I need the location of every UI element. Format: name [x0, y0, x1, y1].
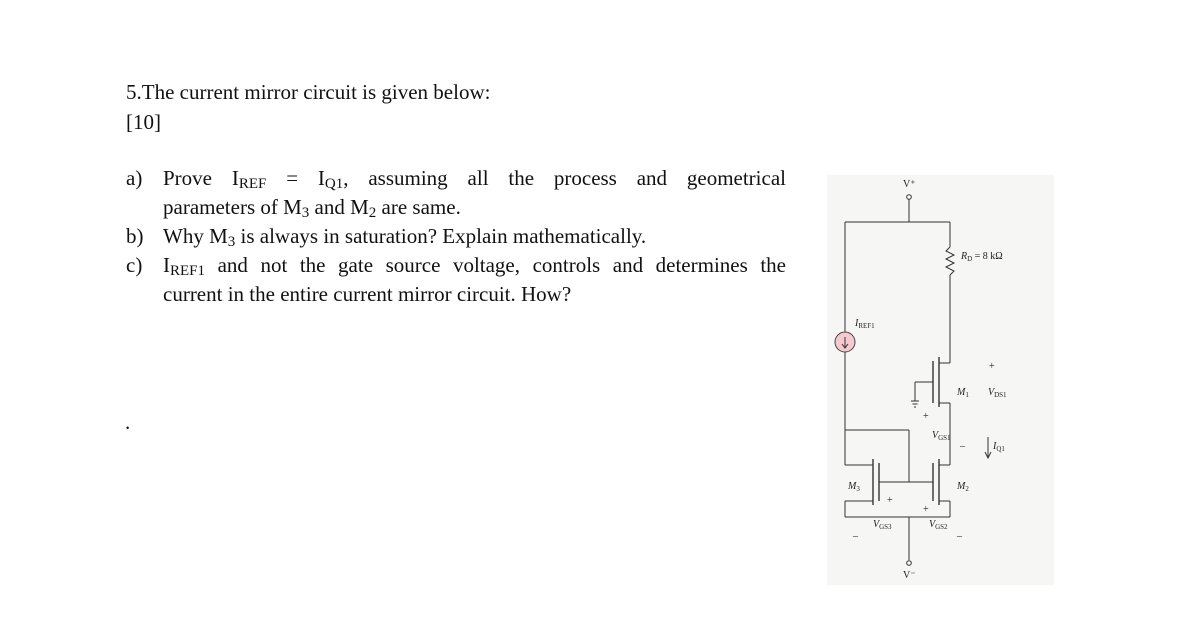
part-a-iq1-sub: Q1: [324, 176, 344, 192]
vgs3-label: $V_{GS3}$: [873, 519, 892, 531]
part-b: [126, 222, 786, 251]
vgs3-minus: _: [853, 527, 858, 538]
part-c-label: c): [126, 253, 143, 277]
part-a-line2: parameters of $M_3$ and $M_2$ are same.: [163, 195, 461, 221]
part-a-line1: [163, 164, 786, 193]
vds1-plus: +: [989, 361, 995, 372]
rd-resistor: [946, 247, 954, 275]
vgs2-plus: +: [923, 504, 929, 515]
vgs3-plus: +: [887, 495, 893, 506]
part-a-equals: = I: [266, 166, 325, 190]
m1-label: $M_1$: [957, 387, 969, 399]
question-title: 5.The current mirror circuit is given below:: [126, 80, 491, 104]
vplus-terminal: [907, 195, 912, 200]
part-a-iref-sub: REF: [238, 176, 267, 192]
vgs1-label: $V_{GS1}$: [932, 430, 951, 442]
part-a-prove: Prove I: [163, 166, 239, 190]
vgs2-minus: _: [957, 527, 962, 538]
m3-label: $M_3$: [848, 481, 860, 493]
part-c: [126, 251, 786, 309]
vplus-label: V⁺: [903, 179, 916, 190]
current-mirror-circuit: [827, 175, 1054, 585]
vgs2-label: $V_{GS2}$: [929, 519, 948, 531]
part-b-label: b): [126, 224, 144, 248]
vgs1-minus: _: [960, 437, 965, 448]
stray-dot: .: [125, 410, 131, 434]
part-a-rest: , assuming all the process and geometrical: [343, 166, 786, 190]
part-c-line1: $I_{REF1}$ and not the gate source voltage, controls and determines the: [163, 253, 786, 279]
question-marks: [10]: [126, 110, 161, 134]
vds1-label: $V_{DS1}$: [988, 387, 1007, 399]
iq1-label: $I_{Q1}$: [993, 441, 1005, 453]
vminus-terminal: [907, 561, 912, 566]
rd-label: $R_D = 8$ kΩ: [961, 251, 1003, 263]
part-c-line2: current in the entire current mirror circuit. How?: [163, 282, 572, 306]
vminus-label: V⁻: [903, 570, 916, 581]
iref1-label: $I_{REF1}$: [855, 318, 875, 330]
vgs1-plus: +: [923, 411, 929, 422]
part-a: [126, 164, 786, 222]
m2-label: $M_2$: [957, 481, 969, 493]
part-b-text: Why $M_3$ is always in saturation? Explain mathematically.: [163, 224, 647, 250]
part-a-label: a): [126, 166, 143, 190]
